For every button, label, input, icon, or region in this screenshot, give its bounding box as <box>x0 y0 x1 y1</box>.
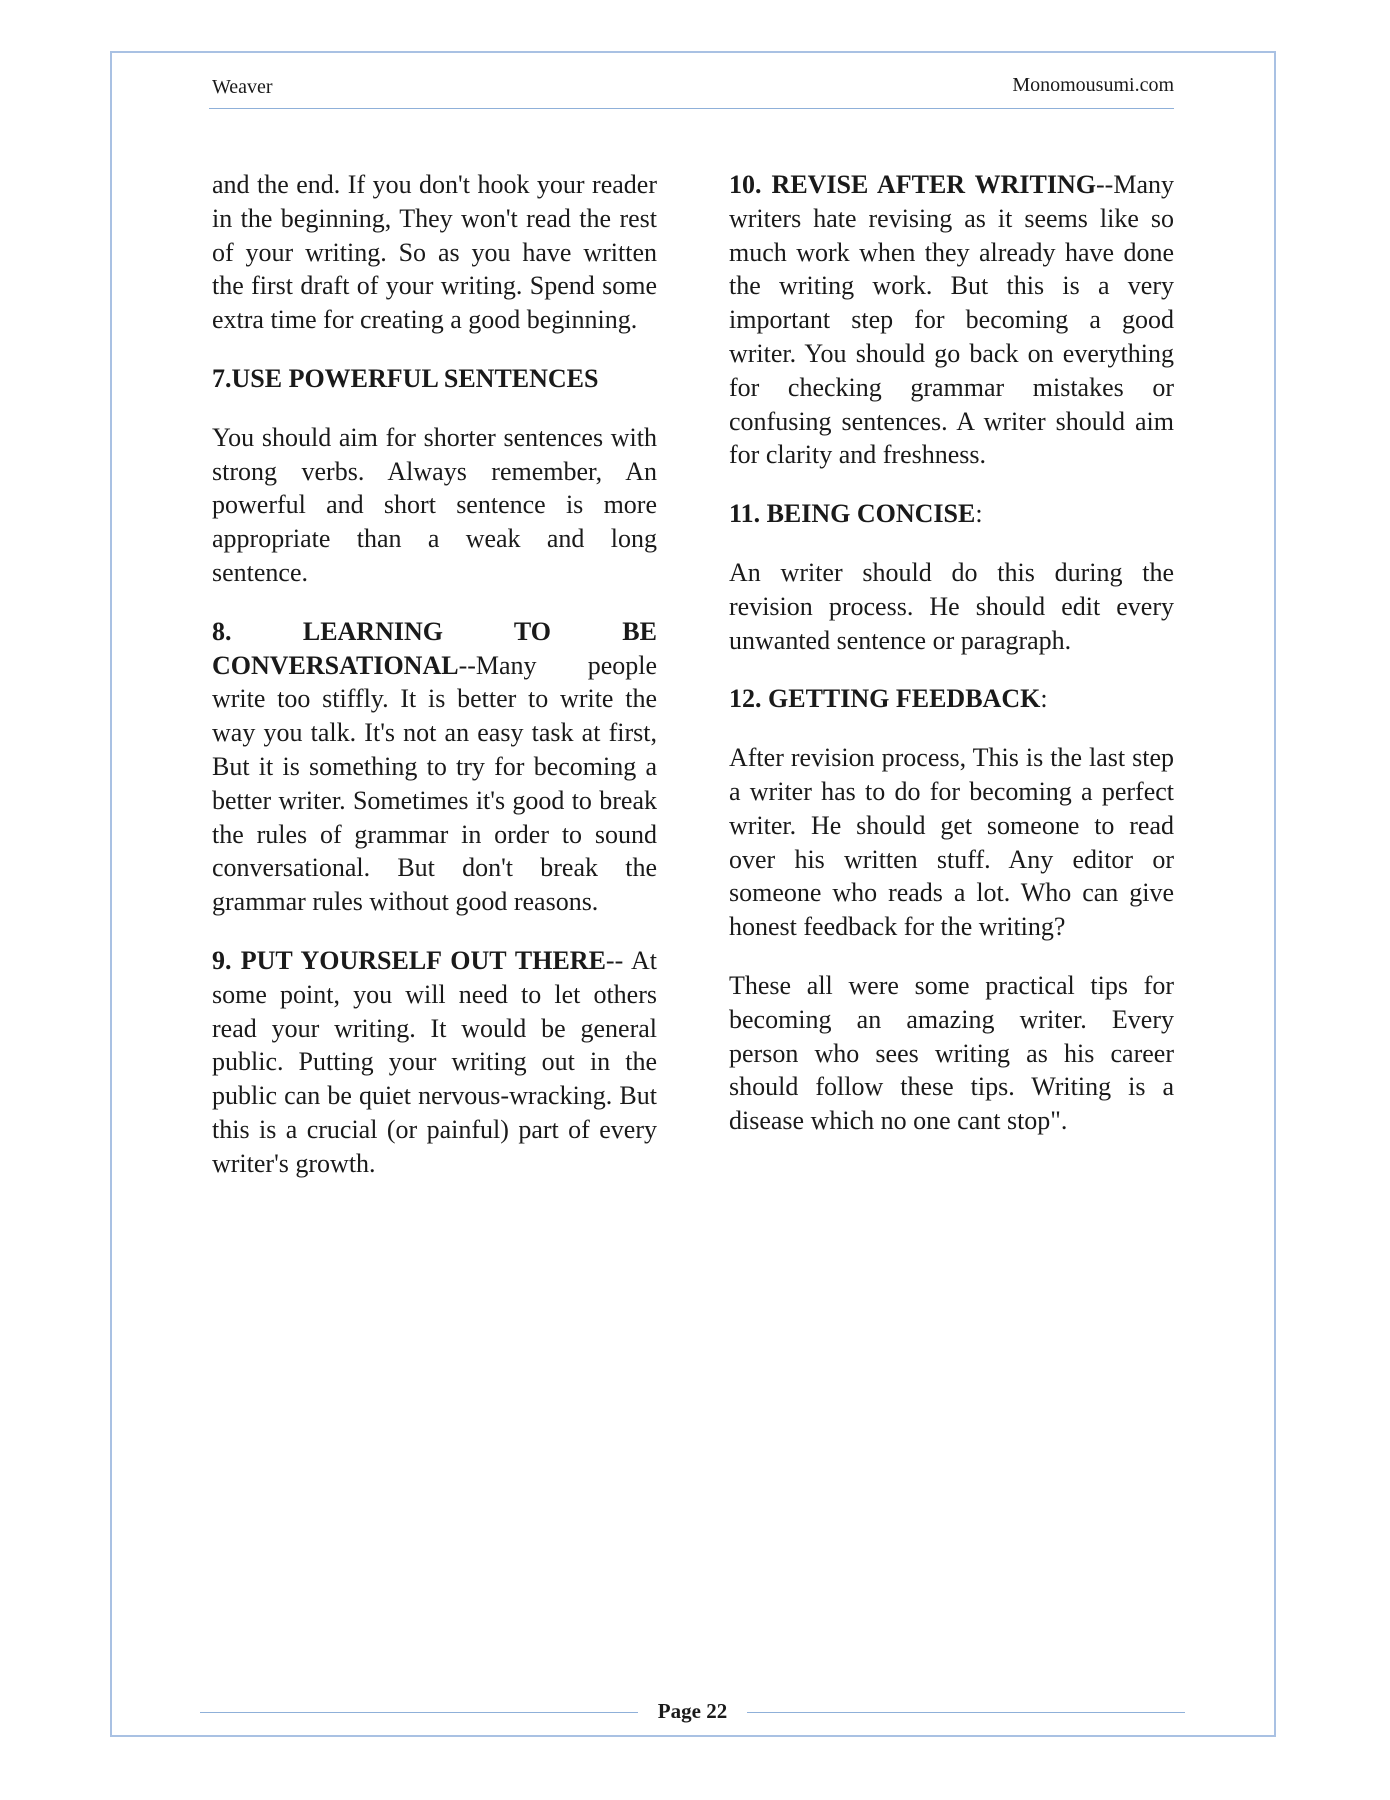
heading-10: 10. REVISE AFTER WRITING <box>729 170 1097 199</box>
paragraph-closing: These all were some practical tips for becoming an amazing writer. Every person who sees writing as his career should follow these tips. Writing is a disease which no one cant stop". <box>729 970 1174 1136</box>
paragraph-7: You should aim for shorter sentences with strong verbs. Always remember, An powerful and short sentence is more appropriate than a weak and long sentence. <box>212 422 657 587</box>
page-number: Page 22 <box>657 1699 728 1723</box>
paragraph-10: --Many writers hate revising as it seems like so much work when they already have done the writing work. But this is a very important step for becoming a good writer. You should go back on everything for checking grammar mistakes or confusing sentences. A writer should aim for clarity and freshness. <box>729 170 1174 470</box>
section-9 <box>212 944 657 1181</box>
heading-8: 8. LEARNING TO BE CONVERSATIONAL <box>212 616 657 680</box>
section-10 <box>729 168 1174 472</box>
heading-9: 9. PUT YOURSELF OUT THERE <box>212 945 606 975</box>
paragraph-continuation: and the end. If you don't hook your reader in the beginning, They won't read the rest of your writing. So as you have written the first draft of your writing. Spend some extra time for creating a good beginning. <box>212 170 657 335</box>
header-title: Weaver <box>212 76 273 98</box>
heading-12-colon: : <box>1040 684 1048 714</box>
section-12 <box>729 682 1174 716</box>
page-header <box>209 72 1174 109</box>
paragraph-11: An writer should do this during the revision process. He should edit every unwanted sentence or paragraph. <box>729 557 1174 655</box>
heading-11: 11. BEING CONCISE <box>729 499 976 529</box>
right-column <box>729 168 1174 1163</box>
page-footer <box>200 1697 1185 1727</box>
heading-11-colon: : <box>975 499 983 529</box>
paragraph-9: -- At some point, you will need to let others read your writing. It would be general public. Putting your writing out in the public can be quiet nervous-wracking. But this is a crucial (or painful) part of every writer's growth. <box>212 945 658 1178</box>
section-8 <box>212 615 657 919</box>
paragraph-12: After revision process, This is the last step a writer has to do for becoming a perfect writer. He should get someone to read over his written stuff. Any editor or someone who reads a lot. Who can give honest feedback for the writing? <box>729 743 1174 942</box>
heading-7: 7.USE POWERFUL SENTENCES <box>212 363 599 393</box>
footer-rule-right <box>747 1712 1185 1713</box>
heading-12: 12. GETTING FEEDBACK <box>729 684 1041 714</box>
paragraph-8: --Many people write too stiffly. It is better to write the way you talk. It's not an easy task at first, But it is something to try for becoming a better writer. Sometimes it's good to break the rules of grammar in order to sound conversational. But don't break the grammar rules without good reasons. <box>212 650 657 917</box>
header-site: Monomousumi.com <box>1012 74 1174 96</box>
section-11 <box>729 497 1174 531</box>
left-column <box>212 168 657 1206</box>
